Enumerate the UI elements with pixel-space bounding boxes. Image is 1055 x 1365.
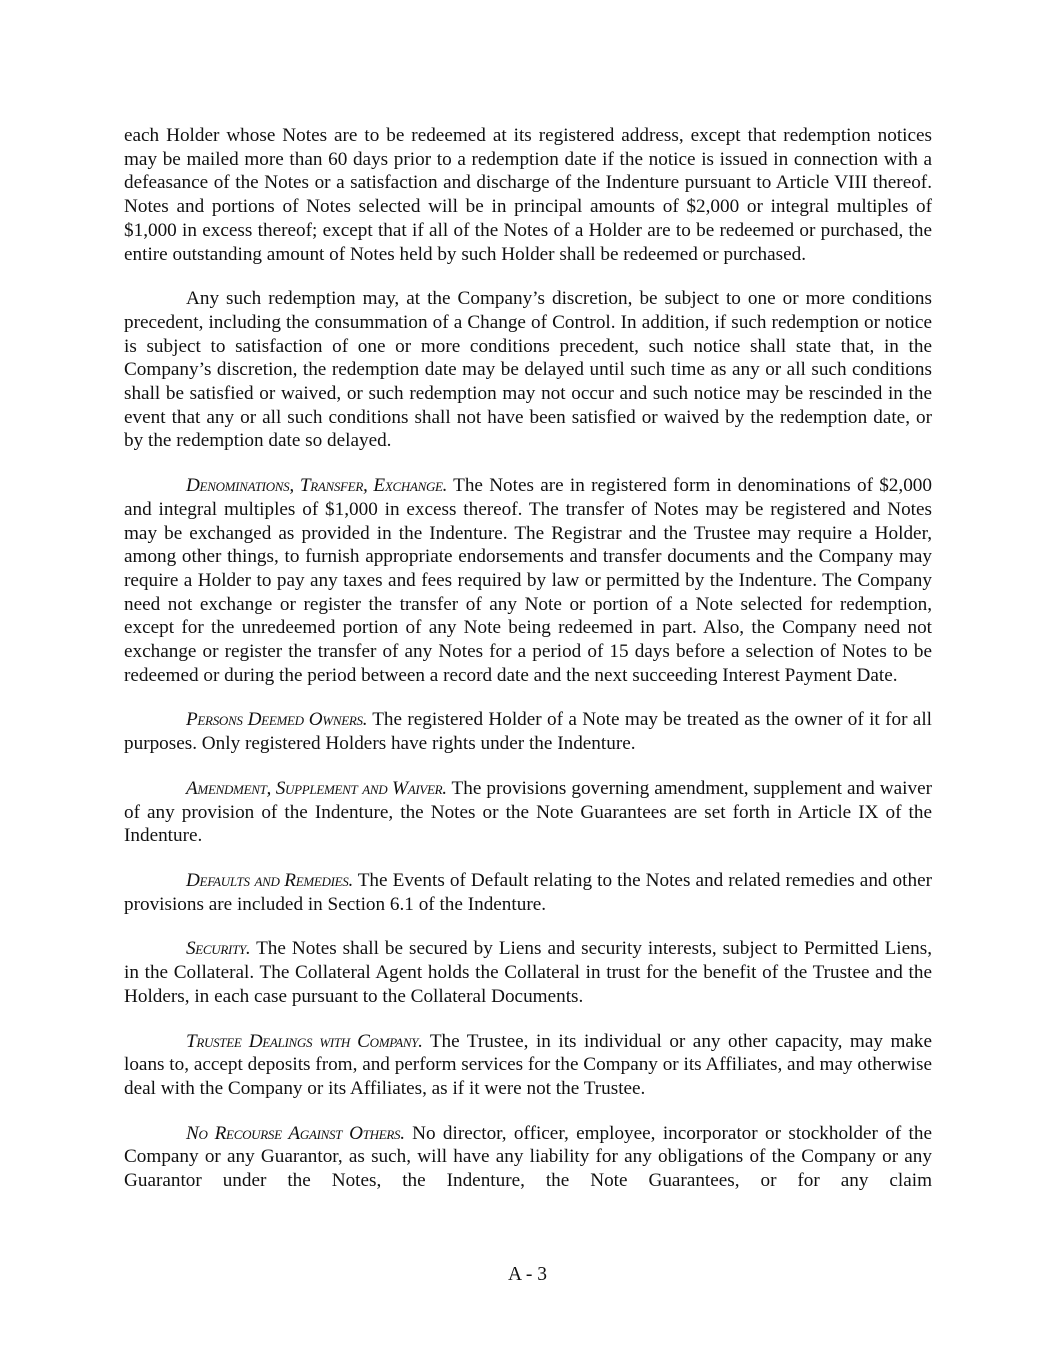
paragraph-text: No director, officer, employee, incorporator or stockholder of the Company or any Guarantor, as such, will have any liability for any obligations of the Company or any Guarantor under the Notes, the Indenture, the Note Guarantees, or for any claim xyxy=(124,1122,932,1192)
section-heading: Trustee Dealings with Company. xyxy=(186,1030,423,1052)
section-heading: Amendment, Supplement and Waiver. xyxy=(186,777,447,799)
paragraph-text: The registered Holder of a Note may be treated as the owner of it for all purposes. Only registered Holders have rights under the Indenture. xyxy=(124,709,932,755)
paragraph-text: The Notes are in registered form in denominations of $2,000 and integral multiples of $1,000 in excess thereof. The transfer of Notes may be registered and Notes may be exchanged as provided in the Indenture. The Registrar and the Trustee may require a Holder, among other things, to furnish appropriate endorsements and transfer documents and the Company may require a Holder to pay any taxes and fees required by law or permitted by the Indenture. The Company need not exchange or register the transfer of any Note or portion of a Note selected for redemption, except for the unredeemed portion of any Note being redeemed in part. Also, the Company need not exchange or register the transfer of any Notes for a period of 15 days before a selection of Notes to be redeemed or during the period between a record date and the next succeeding Interest Payment Date. xyxy=(124,475,932,686)
paragraph-security xyxy=(124,937,932,1008)
page-number: A - 3 xyxy=(508,1264,547,1285)
paragraph-defaults xyxy=(124,869,932,916)
document-page xyxy=(124,124,932,1214)
paragraph-amendment xyxy=(124,777,932,848)
paragraph-text: The Trustee, in its individual or any other capacity, may make loans to, accept deposits from, and perform services for the Company or its Affiliates, and may otherwise deal with the Company or its Affiliates, as if it were not the Trustee. xyxy=(124,1030,932,1099)
paragraph-denominations xyxy=(124,474,932,687)
section-heading: Denominations, Transfer, Exchange. xyxy=(186,475,448,497)
paragraph-text: The provisions governing amendment, supplement and waiver of any provision of the Indenture, the Notes or the Note Guarantees are set forth in Article IX of the Indenture. xyxy=(124,777,932,847)
section-heading: Defaults and Remedies. xyxy=(186,869,353,891)
paragraph-trustee-dealings xyxy=(124,1030,932,1101)
paragraph-text: The Notes shall be secured by Liens and security interests, subject to Permitted Liens, in the Collateral. The Collateral Agent holds the Collateral in trust for the benefit of the Trustee and the Holders, in each case pursuant to the Collateral Documents. xyxy=(124,938,932,1007)
section-heading: No Recourse Against Others. xyxy=(186,1122,405,1144)
paragraph-persons-deemed-owners xyxy=(124,708,932,755)
paragraph-text: each Holder whose Notes are to be redeemed at its registered address, except that redemption notices may be mailed more than 60 days prior to a redemption date if the notice is issued in connection with a defeasance of the Notes or a satisfaction and discharge of the Indenture pursuant to Article VIII thereof. Notes and portions of Notes selected will be in principal amounts of $2,000 or integral multiples of $1,000 in excess thereof; except that if all of the Notes of a Holder are to be redeemed or purchased, the entire outstanding amount of Notes held by such Holder shall be redeemed or purchased. xyxy=(124,125,932,265)
paragraph-text: The Events of Default relating to the Notes and related remedies and other provisions are included in Section 6.1 of the Indenture. xyxy=(124,869,932,915)
paragraph-redemption-notice-continued xyxy=(124,124,932,266)
paragraph-conditional-redemption xyxy=(124,287,932,453)
section-heading: Persons Deemed Owners. xyxy=(186,709,368,731)
paragraph-no-recourse xyxy=(124,1122,932,1193)
paragraph-text: Any such redemption may, at the Company’s discretion, be subject to one or more conditions precedent, including the consummation of a Change of Control. In addition, if such redemption or notice is subject to satisfaction of one or more conditions precedent, such notice shall state that, in the Company’s discretion, the redemption date may be delayed until such time as any or all such conditions shall be satisfied or waived, or such redemption may not occur and such notice may be rescinded in the event that any or all such conditions shall not have been satisfied or waived by the redemption date, or by the redemption date so delayed. xyxy=(124,288,932,452)
section-heading: Security. xyxy=(186,938,251,960)
